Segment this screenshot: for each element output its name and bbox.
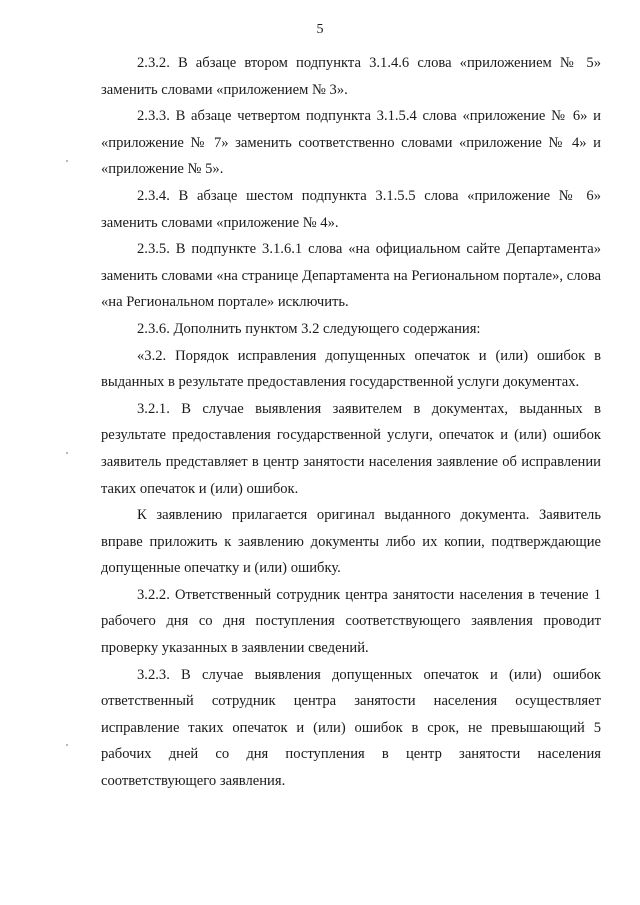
paragraph-2-3-4: 2.3.4. В абзаце шестом подпункта 3.1.5.5 слова «приложение № 6» заменить словами «приложение № 4».	[101, 187, 601, 231]
document-body	[101, 50, 601, 795]
margin-mark	[66, 160, 68, 162]
paragraph-3-2: «3.2. Порядок исправления допущенных опечаток и (или) ошибок в выданных в результате предоставления государственной услуги документах.	[101, 347, 601, 391]
paragraph-2-3-5: 2.3.5. В подпункте 3.1.6.1 слова «на официальном сайте Департамента» заменить словами «на странице Департамента на Региональном портале», слова «на Региональном портале» исключить.	[101, 241, 601, 311]
paragraph-3-2-2: 3.2.2. Ответственный сотрудник центра занятости населения в течение 1 рабочего дня со дня поступления соответствующего заявления проводит проверку указанных в заявлении сведений.	[101, 586, 601, 657]
paragraph-3-2-3: 3.2.3. В случае выявления допущенных опечаток и (или) ошибок ответственный сотрудник центра занятости населения осуществляет исправление таких опечаток и (или) ошибок в срок, не превышающий 5 рабочих дней со дня поступления в центр занятости населения соответствующего заявления.	[101, 666, 601, 790]
margin-mark	[66, 744, 68, 746]
page-number: 5	[316, 22, 324, 37]
paragraph-2-3-2: 2.3.2. В абзаце втором подпункта 3.1.4.6 слова «приложением № 5» заменить словами «приложением № 3».	[101, 55, 601, 98]
paragraph-attachment: К заявлению прилагается оригинал выданного документа. Заявитель вправе приложить к заявлению документы либо их копии, подтверждающие допущенные опечатку и (или) ошибку.	[101, 507, 601, 577]
paragraph-2-3-6: 2.3.6. Дополнить пунктом 3.2 следующего содержания:	[137, 320, 481, 337]
margin-mark	[66, 452, 68, 454]
paragraph-3-2-1: 3.2.1. В случае выявления заявителем в документах, выданных в результате предоставления государственной услуги, опечаток и (или) ошибок заявитель представляет в центр занятости населения заявление об исправлении таких опечаток и (или) ошибок.	[101, 400, 601, 497]
paragraph-2-3-3: 2.3.3. В абзаце четвертом подпункта 3.1.5.4 слова «приложение № 6» и «приложение № 7» заменить соответственно словами «приложение № 4» и «приложение № 5».	[101, 108, 601, 178]
